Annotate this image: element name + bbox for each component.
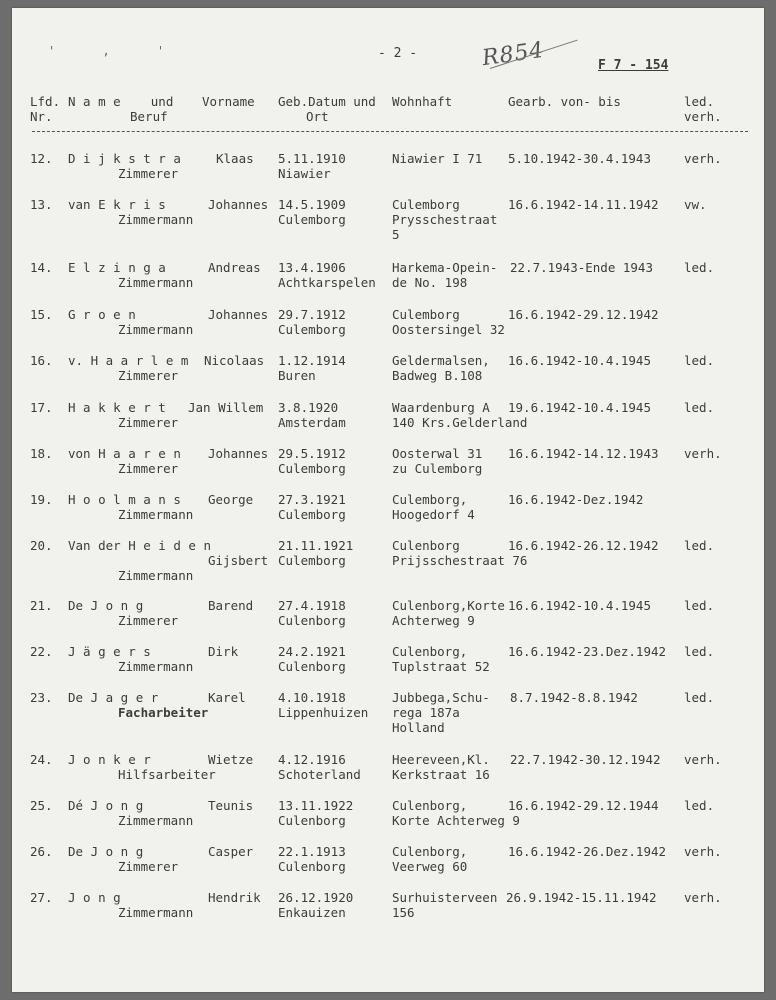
row-occupation: Zimmerer	[118, 368, 179, 383]
row-residence-line: rega 187a	[392, 705, 460, 720]
row-residence-line: Korte Achterweg 9	[392, 813, 520, 828]
row-work-period: 16.6.1942-26.12.1942	[508, 538, 659, 553]
row-occupation: Zimmermann	[118, 275, 194, 290]
row-birthplace: Culemborg	[278, 553, 346, 568]
row-residence-line: Oostersingel 32	[392, 322, 505, 337]
row-birthdate: 13.11.1922	[278, 798, 354, 813]
row-marital-status: led.	[684, 798, 715, 813]
row-work-period: 19.6.1942-10.4.1945	[508, 400, 651, 415]
row-birthdate: 14.5.1909	[278, 197, 346, 212]
row-number: 25.	[30, 798, 53, 813]
row-firstname: Wietze	[208, 752, 254, 767]
header-verh: verh.	[684, 109, 722, 124]
row-residence-line: Kerkstraat 16	[392, 767, 490, 782]
document-page	[12, 8, 764, 992]
row-birthplace: Culenborg	[278, 813, 346, 828]
row-number: 18.	[30, 446, 53, 461]
row-birthplace: Culemborg	[278, 461, 346, 476]
row-surname: J o n k e r	[68, 752, 151, 767]
row-surname: H a k k e r t	[68, 400, 166, 415]
row-surname: van E k r i s	[68, 197, 166, 212]
row-work-period: 16.6.1942-29.12.1944	[508, 798, 659, 813]
row-work-period: 26.9.1942-15.11.1942	[506, 890, 657, 905]
header-ort: Ort	[306, 109, 329, 124]
row-residence-line: Achterweg 9	[392, 613, 475, 628]
row-firstname: Klaas	[216, 151, 254, 166]
row-residence-line: Harkema-Opein-	[392, 260, 498, 275]
row-occupation: Zimmerer	[118, 613, 179, 628]
row-birthplace: Culemborg	[278, 507, 346, 522]
row-marital-status: vw.	[684, 197, 707, 212]
row-occupation: Facharbeiter	[118, 705, 209, 720]
row-residence-line: de No. 198	[392, 275, 468, 290]
row-residence-line: Culemborg	[392, 307, 460, 322]
row-marital-status: verh.	[684, 446, 722, 461]
header-wohnhaft: Wohnhaft	[392, 94, 453, 109]
row-marital-status: led.	[684, 644, 715, 659]
row-residence-line: Waardenburg A	[392, 400, 490, 415]
row-number: 13.	[30, 197, 53, 212]
row-work-period: 16.6.1942-14.11.1942	[508, 197, 659, 212]
row-number: 14.	[30, 260, 53, 275]
row-number: 26.	[30, 844, 53, 859]
row-number: 24.	[30, 752, 53, 767]
row-firstname: Johannes	[208, 307, 269, 322]
row-residence-line: zu Culemborg	[392, 461, 483, 476]
row-occupation: Zimmerer	[118, 859, 179, 874]
row-surname: J ä g e r s	[68, 644, 151, 659]
row-residence-line: Tuplstraat 52	[392, 659, 490, 674]
header-name: N a m e und	[68, 94, 174, 109]
row-residence-line: Prijsschestraat 76	[392, 553, 528, 568]
row-occupation: Zimmerer	[118, 415, 179, 430]
row-firstname: Nicolaas	[204, 353, 265, 368]
row-surname: De J a g e r	[68, 690, 159, 705]
row-number: 19.	[30, 492, 53, 507]
header-beruf: Beruf	[130, 109, 168, 124]
row-number: 17.	[30, 400, 53, 415]
row-firstname: Hendrik	[208, 890, 261, 905]
row-birthdate: 13.4.1906	[278, 260, 346, 275]
row-number: 20.	[30, 538, 53, 553]
row-occupation: Zimmermann	[118, 507, 194, 522]
typewriter-marks: ' , '	[48, 44, 185, 58]
row-birthdate: 4.10.1918	[278, 690, 346, 705]
row-residence-line: 140 Krs.Gelderland	[392, 415, 528, 430]
row-marital-status: verh.	[684, 844, 722, 859]
row-number: 23.	[30, 690, 53, 705]
row-birthdate: 26.12.1920	[278, 890, 354, 905]
row-number: 12.	[30, 151, 53, 166]
row-firstname: Johannes	[208, 197, 269, 212]
row-residence-line: Culenborg,	[392, 644, 468, 659]
row-work-period: 16.6.1942-Dez.1942	[508, 492, 644, 507]
row-residence-line: Culemborg	[392, 197, 460, 212]
row-residence-line: 156	[392, 905, 415, 920]
row-birthplace: Lippenhuizen	[278, 705, 369, 720]
row-marital-status: led.	[684, 400, 715, 415]
row-occupation: Zimmermann	[118, 322, 194, 337]
row-residence-line: Jubbega,Schu-	[392, 690, 490, 705]
row-surname: H o o l m a n s	[68, 492, 181, 507]
row-marital-status: verh.	[684, 890, 722, 905]
header-divider	[32, 131, 748, 132]
file-reference: F 7 - 154	[598, 58, 669, 73]
row-birthdate: 1.12.1914	[278, 353, 346, 368]
header-lfd: Lfd.	[30, 94, 61, 109]
row-residence-line: Oosterwal 31	[392, 446, 483, 461]
row-marital-status: verh.	[684, 752, 722, 767]
row-firstname: Andreas	[208, 260, 261, 275]
row-birthdate: 3.8.1920	[278, 400, 339, 415]
row-marital-status: led.	[684, 538, 715, 553]
row-number: 22.	[30, 644, 53, 659]
row-birthplace: Culemborg	[278, 322, 346, 337]
row-birthdate: 29.7.1912	[278, 307, 346, 322]
row-firstname: Gijsbert	[208, 553, 269, 568]
row-occupation: Zimmermann	[118, 568, 194, 583]
header-led: led.	[684, 94, 715, 109]
header-gearb: Gearb. von- bis	[508, 94, 621, 109]
row-work-period: 22.7.1942-30.12.1942	[510, 752, 661, 767]
row-work-period: 16.6.1942-23.Dez.1942	[508, 644, 667, 659]
row-surname: D i j k s t r a	[68, 151, 181, 166]
row-birthdate: 21.11.1921	[278, 538, 354, 553]
row-number: 21.	[30, 598, 53, 613]
row-birthdate: 27.4.1918	[278, 598, 346, 613]
row-residence-line: Culenborg,Korte	[392, 598, 505, 613]
row-birthplace: Culenborg	[278, 659, 346, 674]
row-birthdate: 5.11.1910	[278, 151, 346, 166]
row-birthdate: 29.5.1912	[278, 446, 346, 461]
row-birthplace: Enkauizen	[278, 905, 346, 920]
row-firstname: Teunis	[208, 798, 254, 813]
row-number: 27.	[30, 890, 53, 905]
row-residence-line: Veerweg 60	[392, 859, 468, 874]
row-firstname: Casper	[208, 844, 254, 859]
row-birthdate: 4.12.1916	[278, 752, 346, 767]
row-birthplace: Niawier	[278, 166, 331, 181]
row-work-period: 5.10.1942-30.4.1943	[508, 151, 651, 166]
row-birthdate: 27.3.1921	[278, 492, 346, 507]
row-work-period: 16.6.1942-10.4.1945	[508, 598, 651, 613]
row-birthdate: 22.1.1913	[278, 844, 346, 859]
row-residence-line: Hoogedorf 4	[392, 507, 475, 522]
row-work-period: 16.6.1942-26.Dez.1942	[508, 844, 667, 859]
row-residence-line: Badweg B.108	[392, 368, 483, 383]
row-surname: Van der H e i d e n	[68, 538, 211, 553]
row-occupation: Hilfsarbeiter	[118, 767, 216, 782]
row-occupation: Zimmerer	[118, 461, 179, 476]
page-number: - 2 -	[378, 46, 418, 61]
row-occupation: Zimmermann	[118, 905, 194, 920]
row-number: 15.	[30, 307, 53, 322]
row-birthplace: Culemborg	[278, 212, 346, 227]
row-residence-line: 5	[392, 227, 400, 242]
row-surname: G r o e n	[68, 307, 136, 322]
row-firstname: Barend	[208, 598, 254, 613]
row-firstname: Johannes	[208, 446, 269, 461]
row-residence-line: Holland	[392, 720, 445, 735]
row-birthplace: Amsterdam	[278, 415, 346, 430]
row-residence-line: Culenborg,	[392, 798, 468, 813]
row-residence-line: Geldermalsen,	[392, 353, 490, 368]
row-residence-line: Culemborg,	[392, 492, 468, 507]
row-residence-line: Niawier I 71	[392, 151, 483, 166]
row-firstname: George	[208, 492, 254, 507]
header-vorname: Vorname	[202, 94, 255, 109]
row-work-period: 22.7.1943-Ende 1943	[510, 260, 653, 275]
row-marital-status: led.	[684, 690, 715, 705]
handwritten-annotation: R854	[480, 37, 546, 72]
row-surname: De J o n g	[68, 844, 144, 859]
header-geb: Geb.Datum und	[278, 94, 376, 109]
row-residence-line: Heereveen,Kl.	[392, 752, 490, 767]
row-residence-line: Prysschestraat	[392, 212, 498, 227]
row-surname: v. H a a r l e m	[68, 353, 189, 368]
row-surname: J o n g	[68, 890, 121, 905]
row-marital-status: led.	[684, 260, 715, 275]
row-birthdate: 24.2.1921	[278, 644, 346, 659]
row-number: 16.	[30, 353, 53, 368]
row-birthplace: Buren	[278, 368, 316, 383]
row-marital-status: verh.	[684, 151, 722, 166]
row-surname: von H a a r e n	[68, 446, 181, 461]
row-surname: E l z i n g a	[68, 260, 166, 275]
row-occupation: Zimmermann	[118, 813, 194, 828]
row-firstname: Dirk	[208, 644, 239, 659]
row-surname: De J o n g	[68, 598, 144, 613]
row-birthplace: Culenborg	[278, 859, 346, 874]
row-marital-status: led.	[684, 353, 715, 368]
row-work-period: 16.6.1942-10.4.1945	[508, 353, 651, 368]
row-birthplace: Culenborg	[278, 613, 346, 628]
row-surname: Dé J o n g	[68, 798, 144, 813]
row-work-period: 16.6.1942-14.12.1943	[508, 446, 659, 461]
row-occupation: Zimmermann	[118, 212, 194, 227]
row-firstname: Jan Willem	[188, 400, 264, 415]
row-work-period: 16.6.1942-29.12.1942	[508, 307, 659, 322]
header-nr: Nr.	[30, 109, 53, 124]
row-residence-line: Surhuisterveen	[392, 890, 498, 905]
row-residence-line: Culenborg,	[392, 844, 468, 859]
row-work-period: 8.7.1942-8.8.1942	[510, 690, 638, 705]
row-firstname: Karel	[208, 690, 246, 705]
row-marital-status: led.	[684, 598, 715, 613]
row-birthplace: Achtkarspelen	[278, 275, 376, 290]
row-occupation: Zimmerer	[118, 166, 179, 181]
row-occupation: Zimmermann	[118, 659, 194, 674]
row-birthplace: Schoterland	[278, 767, 361, 782]
row-residence-line: Culenborg	[392, 538, 460, 553]
